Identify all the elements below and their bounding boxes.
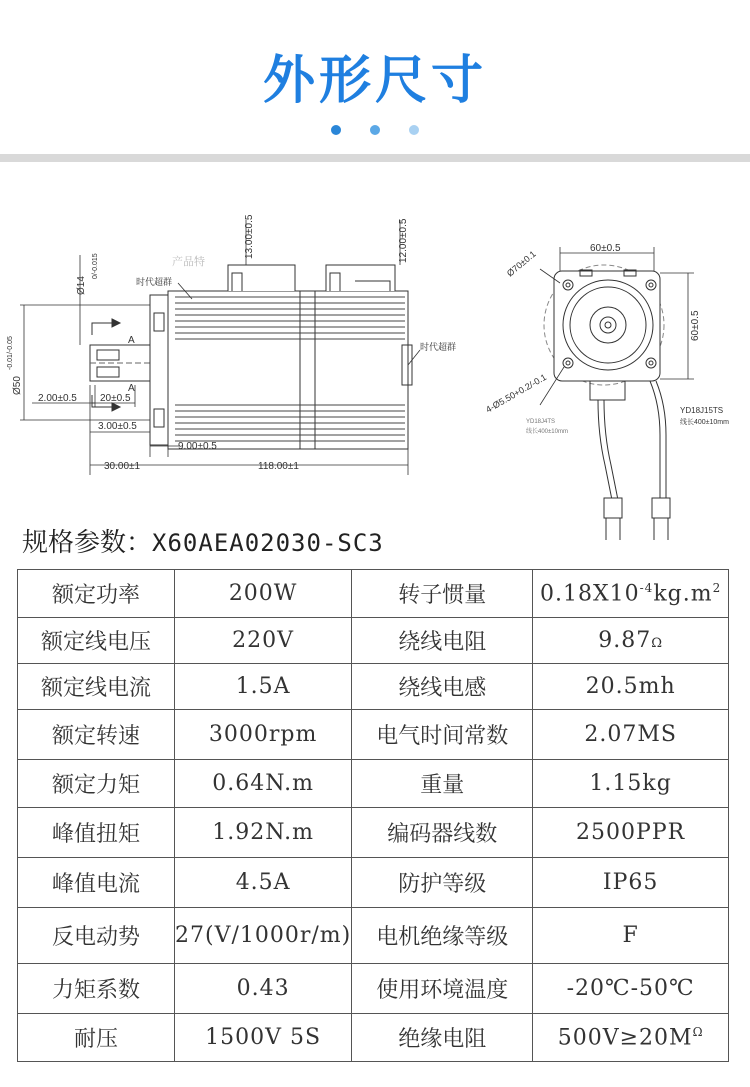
spec-value: 0.43 <box>175 964 352 1014</box>
section-a-top: A <box>128 335 135 346</box>
spec-value-2-v2-small: Ω <box>651 636 663 651</box>
spec-value-2 <box>533 808 729 858</box>
spec-key: 额定功率 <box>18 570 175 618</box>
spec-value-2-v2-main: 2500PPR <box>576 820 686 845</box>
spec-value: 220V <box>175 618 352 664</box>
dim-w118: 118.00±1 <box>258 461 299 472</box>
spec-row <box>18 1014 729 1062</box>
cable-right-length: 线长400±10mm <box>680 419 729 426</box>
section-divider <box>0 154 750 162</box>
spec-value-2-v2-main: 9.87 <box>598 628 652 653</box>
spec-value-2 <box>533 664 729 710</box>
spec-table <box>17 569 729 1062</box>
spec-value: 0.64N.m <box>175 760 352 808</box>
spec-value: 4.5A <box>175 858 352 908</box>
spec-key: 额定线电压 <box>18 618 175 664</box>
spec-value-2-v2-sup2: 2 <box>712 580 722 595</box>
spec-key: 反电动势 <box>18 908 175 964</box>
spec-key: 额定力矩 <box>18 760 175 808</box>
specs-heading-prefix: 规格参数： <box>22 528 153 558</box>
spec-row <box>18 808 729 858</box>
dim-d14-tol: 0/-0.015 <box>92 253 99 279</box>
spec-value: 3000rpm <box>175 710 352 760</box>
spec-key-2: 防护等级 <box>352 858 533 908</box>
spec-value-2-v2-main: 0.18X10 <box>539 581 640 607</box>
spec-key-2: 绕线电感 <box>352 664 533 710</box>
spec-value-2-v2-main: 20.5mh <box>585 674 676 699</box>
spec-key-2: 绝缘电阻 <box>352 1014 533 1062</box>
spec-key: 耐压 <box>18 1014 175 1062</box>
spec-value: 1.5A <box>175 664 352 710</box>
model-number: X60AEA02030-SC3 <box>152 529 384 557</box>
dim-w20: 20±0.5 <box>100 393 131 404</box>
dim-d14: Ø14 <box>76 276 87 295</box>
spec-key-2: 绕线电阻 <box>352 618 533 664</box>
spec-row <box>18 760 729 808</box>
dim-d50-tol: -0.01/-0.05 <box>7 336 14 370</box>
spec-value-2 <box>533 1014 729 1062</box>
spec-key-2: 使用环境温度 <box>352 964 533 1014</box>
cable-right-code: YD18J15TS <box>680 406 724 415</box>
dot-3 <box>409 125 419 135</box>
dot-1 <box>331 125 341 135</box>
spec-key-2: 编码器线数 <box>352 808 533 858</box>
watermark-text: 产品特 <box>172 256 205 268</box>
spec-value-2 <box>533 760 729 808</box>
spec-value-2 <box>533 710 729 760</box>
spec-value-2 <box>533 618 729 664</box>
specs-heading <box>22 522 384 559</box>
title-dots <box>0 120 750 139</box>
spec-value-2 <box>533 570 729 618</box>
dim-w2: 2.00±0.5 <box>38 393 77 404</box>
section-a-bottom: A <box>128 383 135 394</box>
spec-key-2: 转子惯量 <box>352 570 533 618</box>
page-title: 外形尺寸 <box>262 51 487 111</box>
spec-row <box>18 618 729 664</box>
spec-value: 200W <box>175 570 352 618</box>
spec-value: 1500V 5S <box>175 1014 352 1062</box>
flange <box>150 295 168 445</box>
spec-row <box>18 858 729 908</box>
spec-value-2-v2-sup: -4 <box>639 580 654 595</box>
spec-row <box>18 908 729 964</box>
dim-w3: 3.00±0.5 <box>98 421 137 432</box>
dim-w9: 9.00±0.5 <box>178 441 217 452</box>
brand-label-1: 时代超群 <box>136 277 173 287</box>
spec-row <box>18 964 729 1014</box>
dimension-drawing <box>0 195 750 540</box>
spec-key: 峰值电流 <box>18 858 175 908</box>
spec-value-2-v2-main: IP65 <box>602 870 659 895</box>
cable-left-length: 线长400±10mm <box>526 429 568 435</box>
spec-value-2-v2-rest: kg.m <box>653 581 713 607</box>
spec-value-2-v2-sup: Ω <box>692 1024 704 1039</box>
spec-value-2-v2-main: 500V≥20M <box>557 1025 693 1051</box>
dim-d50: Ø50 <box>12 376 23 395</box>
spec-value-2-v2-main: 1.15kg <box>589 771 672 796</box>
spec-key-2: 电气时间常数 <box>352 710 533 760</box>
spec-value: 27(V/1000r/m) <box>175 908 352 964</box>
spec-key: 力矩系数 <box>18 964 175 1014</box>
dim-h13: 13.00±0.5 <box>244 214 255 259</box>
spec-value-2 <box>533 908 729 964</box>
spec-row <box>18 710 729 760</box>
spec-row <box>18 664 729 710</box>
spec-value-2-v2-main: -20℃-50℃ <box>566 976 695 1001</box>
spec-row <box>18 570 729 618</box>
dim-d70: Ø70±0.1 <box>504 248 538 279</box>
dim-holes: 4-Ø5.50+0.2/-0.1 <box>484 371 549 415</box>
spec-value-2 <box>533 858 729 908</box>
dot-2 <box>370 125 380 135</box>
cable-left-code: YD18J4TS <box>526 419 556 425</box>
spec-key-2: 重量 <box>352 760 533 808</box>
dim-h60: 60±0.5 <box>690 310 701 341</box>
spec-key: 额定线电流 <box>18 664 175 710</box>
dim-w30: 30.00±1 <box>104 461 141 472</box>
spec-key-2: 电机绝缘等级 <box>352 908 533 964</box>
spec-value-2 <box>533 964 729 1014</box>
dim-h12: 12.00±0.5 <box>398 218 409 263</box>
spec-key: 峰值扭矩 <box>18 808 175 858</box>
spec-value-2-v2-main: F <box>622 923 639 948</box>
spec-value: 1.92N.m <box>175 808 352 858</box>
spec-value-2-v2-main: 2.07MS <box>584 722 677 747</box>
brand-label-2: 时代超群 <box>420 342 457 352</box>
spec-key: 额定转速 <box>18 710 175 760</box>
dim-w60: 60±0.5 <box>590 243 621 254</box>
